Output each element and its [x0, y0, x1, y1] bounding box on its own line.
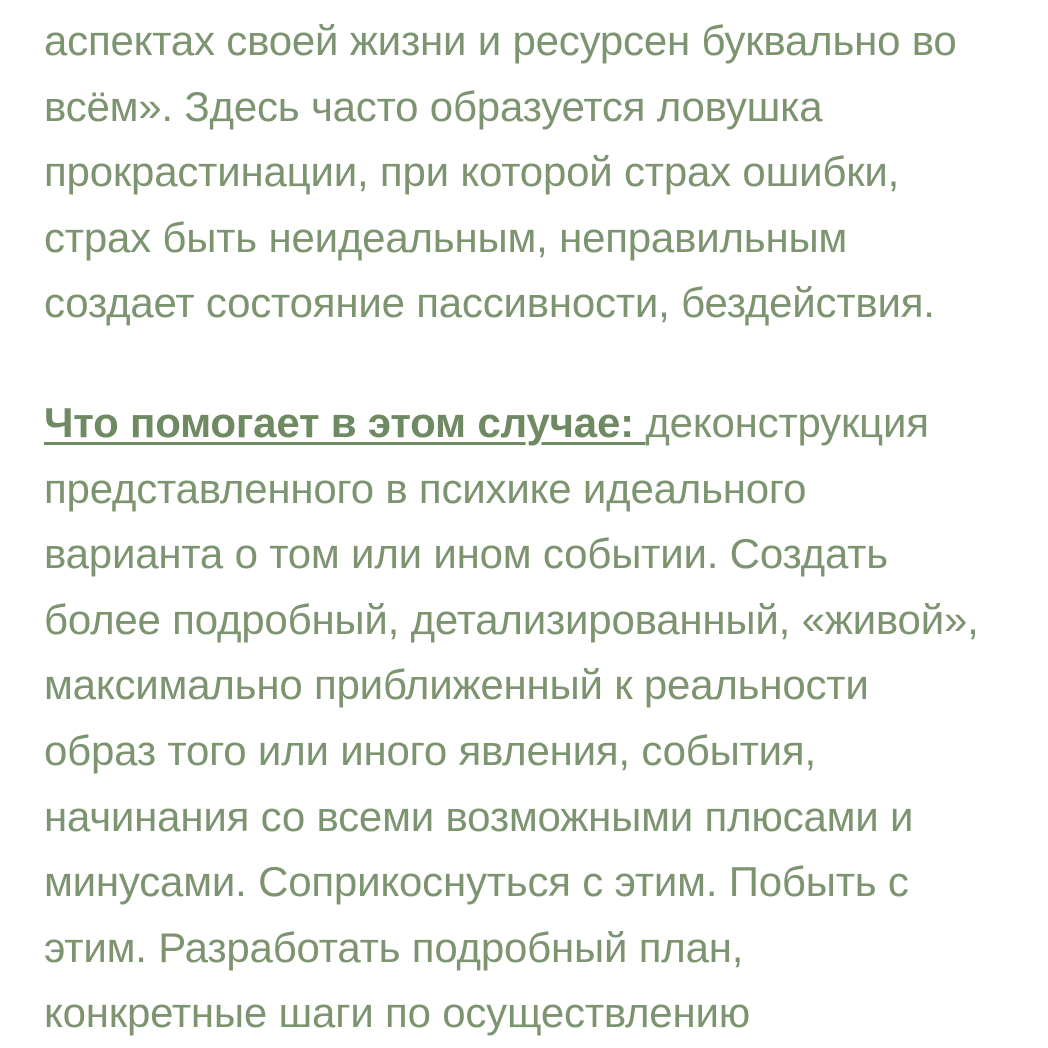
text-line: конкретные шаги по осуществлению	[44, 989, 751, 1037]
text-line: страх быть неидеальным, неправильным	[44, 213, 848, 261]
lead-heading: Что помогает в этом случае:	[44, 399, 646, 446]
text-fragment: деконструкция	[645, 399, 929, 446]
paragraph-procrastination	[44, 8, 957, 336]
text-line: аспектах своей жизни и ресурсен буквально во	[44, 17, 957, 64]
text-line: образ того или иного явления, события,	[44, 726, 816, 774]
text-line: всём». Здесь часто образуется ловушка	[44, 82, 823, 130]
text-line: максимально приближенный к реальности	[44, 661, 869, 709]
text-line: варианта о том или ином событии. Создать	[44, 530, 888, 578]
text-line: прокрастинации, при которой страх ошибки,	[44, 148, 900, 196]
text-line: этим. Разработать подробный план,	[44, 923, 744, 971]
text-line: более подробный, детализированный, «живой»,	[44, 595, 979, 643]
text-line: начинания со всеми возможными плюсами и	[44, 792, 914, 840]
text-line: создает состояние пассивности, бездействия.	[44, 279, 935, 327]
text-line: минусами. Соприкоснуться с этим. Побыть с	[44, 858, 909, 906]
text-line: представленного в психике идеального	[44, 464, 807, 512]
paragraph-what-helps	[44, 390, 979, 1046]
text-line-first	[44, 390, 979, 456]
